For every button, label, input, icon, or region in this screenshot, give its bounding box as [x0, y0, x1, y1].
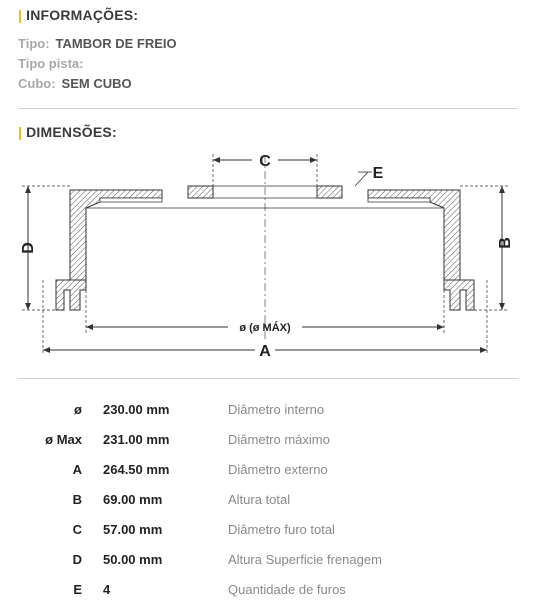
dim-value: 230.00 mm: [103, 402, 170, 417]
divider: [18, 108, 518, 109]
dim-description: Diâmetro máximo: [228, 432, 330, 447]
info-label: Tipo:: [18, 36, 50, 51]
diameter-label: ø (ø MÁX): [239, 322, 291, 334]
d-label: D: [20, 242, 37, 254]
drum-left-wall: [70, 190, 162, 280]
dim-row-c: [0, 522, 547, 542]
accent-bar: |: [18, 124, 23, 140]
dim-row-d: [0, 552, 547, 572]
drum-right-wall: [368, 190, 460, 280]
dim-value: 57.00 mm: [103, 522, 163, 537]
dim-row-a: [0, 462, 547, 482]
dimensions-section-title: [18, 124, 117, 140]
e-leader: [355, 172, 368, 186]
dim-row-e: [0, 582, 547, 602]
info-row-tipo-pista: [18, 56, 89, 71]
info-section-title: [18, 7, 138, 23]
drum-right-web: [368, 198, 430, 202]
dim-key: ø: [74, 402, 82, 417]
info-value: SEM CUBO: [61, 76, 132, 91]
divider: [18, 378, 518, 379]
dim-row-diameter-max: [0, 432, 547, 452]
dim-description: Altura Superficie frenagem: [228, 552, 382, 567]
dim-key: C: [72, 522, 82, 537]
accent-bar: |: [18, 7, 23, 23]
b-arrow-bottom: [499, 303, 505, 310]
info-title-text: INFORMAÇÕES:: [26, 7, 139, 23]
dim-description: Diâmetro furo total: [228, 522, 335, 537]
a-label: A: [259, 343, 271, 360]
dim-value: 4: [103, 582, 111, 597]
info-value: TAMBOR DE FREIO: [55, 36, 177, 51]
dim-value: 231.00 mm: [103, 432, 170, 447]
c-arrow-left: [213, 157, 220, 163]
d-arrow-bottom: [25, 303, 31, 310]
a-arrow-left: [43, 347, 50, 353]
brake-drum-diagram: [0, 140, 547, 365]
dim-key: B: [72, 492, 82, 507]
dim-value: 69.00 mm: [103, 492, 163, 507]
diameter-arrow-right: [437, 324, 444, 330]
d-arrow-top: [25, 186, 31, 193]
drum-left-flange: [56, 280, 86, 310]
dim-description: Diâmetro externo: [228, 462, 328, 477]
drum-left-hub: [188, 186, 213, 198]
drum-right-hub: [317, 186, 342, 198]
dim-row-b: [0, 492, 547, 512]
diameter-arrow-left: [86, 324, 93, 330]
dimensions-title-text: DIMENSÕES:: [26, 124, 117, 140]
dim-value: 264.50 mm: [103, 462, 170, 477]
dim-key: ø Max: [45, 432, 82, 447]
a-arrow-right: [480, 347, 487, 353]
dim-key: E: [73, 582, 82, 597]
info-row-tipo: [18, 36, 177, 51]
info-row-cubo: [18, 76, 132, 91]
dim-description: Diâmetro interno: [228, 402, 325, 417]
info-label: Cubo:: [18, 76, 56, 91]
drum-right-flange: [444, 280, 474, 310]
info-label: Tipo pista:: [18, 56, 84, 71]
drum-left-web: [100, 198, 162, 202]
dim-key: A: [72, 462, 82, 477]
b-label: B: [497, 237, 514, 249]
b-arrow-top: [499, 186, 505, 193]
dim-row-diameter: [0, 402, 547, 422]
dim-description: Altura total: [228, 492, 291, 507]
c-label: C: [259, 153, 271, 170]
e-label: E: [372, 165, 384, 182]
c-arrow-right: [310, 157, 317, 163]
dim-description: Quantidade de furos: [228, 582, 346, 597]
dim-value: 50.00 mm: [103, 552, 163, 567]
dim-key: D: [72, 552, 82, 567]
